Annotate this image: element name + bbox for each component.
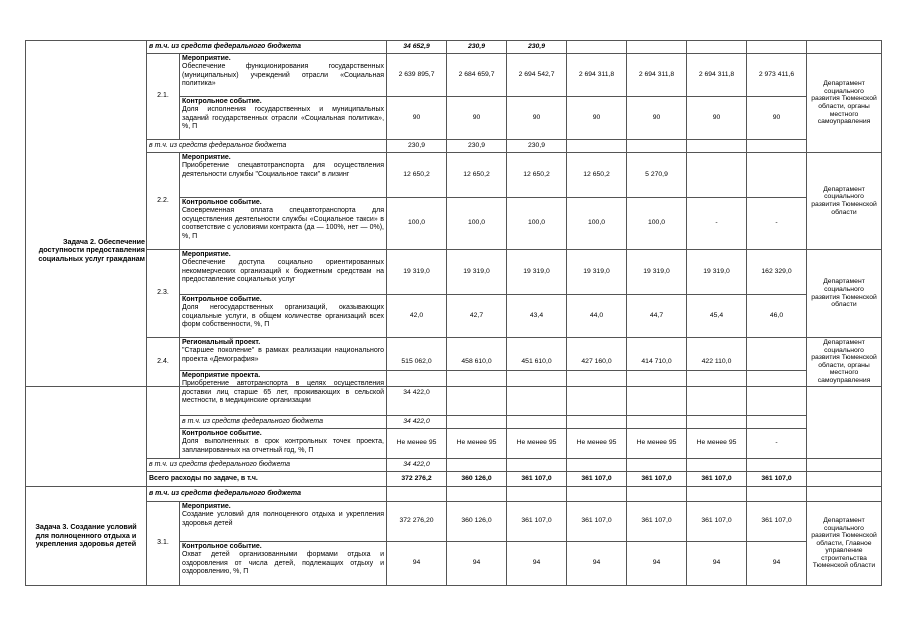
totals-label: Всего расходы по задаче, в т.ч.: [147, 472, 387, 487]
value-cell: 19 319,0: [687, 250, 747, 295]
measure-heading: Мероприятие.: [182, 154, 231, 161]
value-cell: 90: [627, 97, 687, 140]
value-cell: 12 650,2: [447, 153, 507, 198]
value-cell: 19 319,0: [447, 250, 507, 295]
value-cell: 2 694 311,8: [687, 54, 747, 97]
value-cell: 515 062,0: [387, 338, 447, 387]
value-cell: 44,0: [567, 295, 627, 338]
value-cell: 360 126,0: [447, 472, 507, 487]
program-table-continued: [25, 370, 882, 586]
value-cell: 42,0: [387, 295, 447, 338]
value-cell: -: [747, 198, 807, 250]
control-text: Доля исполнения государственных и муниципальных заданий государственных отрасли «Социальная политика», %, П: [182, 106, 385, 131]
value-cell: Не менее 95: [627, 429, 687, 459]
table-row: [26, 250, 882, 295]
value-cell: 230,9: [447, 140, 507, 153]
value-cell: 100,0: [447, 198, 507, 250]
row-label: в т.ч. из средств федерального бюджета: [147, 487, 387, 502]
value-cell: Не менее 95: [567, 429, 627, 459]
value-cell: 162 329,0: [747, 250, 807, 295]
value-cell: 34 422,0: [387, 416, 447, 429]
item-number: 2.3.: [147, 250, 180, 338]
value-cell: 361 107,0: [747, 502, 807, 542]
control-heading: Контрольное событие.: [182, 296, 262, 303]
measure-text: Обеспечение доступа социально ориентированных некоммерческих организаций к бюджетным средствам на предоставление социальных услуг: [182, 259, 385, 284]
table-row: [26, 371, 882, 416]
value-cell: 360 126,0: [447, 502, 507, 542]
regional-text: "Старшее поколение" в рамках реализации национального проекта «Демография»: [182, 347, 385, 363]
value-cell: 44,7: [627, 295, 687, 338]
value-cell: 94: [627, 542, 687, 586]
control-heading: Контрольное событие.: [182, 543, 262, 550]
value-cell: 90: [567, 97, 627, 140]
value-cell: 94: [567, 542, 627, 586]
department-cell: Департамент социального развития Тюменской области: [807, 153, 882, 250]
value-cell: 361 107,0: [687, 472, 747, 487]
value-cell: 372 276,2: [387, 472, 447, 487]
department-cell: Департамент социального развития Тюменской области, органы местного самоуправления: [807, 54, 882, 153]
department-cell-cont: [807, 371, 882, 459]
value-cell: 2 639 895,7: [387, 54, 447, 97]
item-number: 2.2.: [147, 153, 180, 250]
value-cell: 361 107,0: [747, 472, 807, 487]
control-cell: [180, 97, 387, 140]
value-cell: 230,9: [387, 140, 447, 153]
value-cell: 90: [747, 97, 807, 140]
value-cell: 45,4: [687, 295, 747, 338]
value-cell: 5 270,9: [627, 153, 687, 198]
row-label: в т.ч. из средств федерального бюджета: [147, 41, 387, 54]
regional-heading: Региональный проект.: [182, 339, 261, 346]
measure-text: Приобретение автотранспорта в целях осуществления доставки лиц старше 65 лет, проживающих в сельской местности, в медицинские организации: [182, 380, 384, 405]
value-cell: 100,0: [627, 198, 687, 250]
value-cell: 90: [507, 97, 567, 140]
measure-cell: [180, 502, 387, 542]
value-cell: 361 107,0: [627, 502, 687, 542]
value-cell: 230,9: [507, 140, 567, 153]
control-text: Доля выполненных в срок контрольных точек проекта, запланированных на отчетный год, %, П: [182, 438, 384, 454]
value-cell: 90: [447, 97, 507, 140]
value-cell: 100,0: [507, 198, 567, 250]
value-cell: 12 650,2: [387, 153, 447, 198]
value-cell: 34 422,0: [387, 459, 447, 472]
control-text: Охват детей организованными формами отдыха и оздоровления от числа детей, подлежащих отдыху и оздоровлению, %, П: [182, 551, 384, 576]
control-text: Своевременная оплата спецавтотранспорта для осуществления деятельности службы «Социальное такси» в соответствие с условиями контракта (да — 100%, нет — 0%), %, П: [182, 207, 385, 240]
value-cell: 422 110,0: [687, 338, 747, 387]
value-cell: Не менее 95: [687, 429, 747, 459]
control-cell: [180, 542, 387, 586]
value-cell: 94: [387, 542, 447, 586]
control-cell: [180, 429, 387, 459]
measure-text: Создание условий для полноценного отдыха и укрепления здоровья детей: [182, 511, 384, 527]
row-label: в т.ч. из средств федерального бюджета: [180, 416, 387, 429]
value-cell: 361 107,0: [507, 502, 567, 542]
value-cell: -: [747, 429, 807, 459]
value-cell: 2 694 311,8: [567, 54, 627, 97]
measure-heading: Мероприятие проекта.: [182, 372, 261, 379]
task-cell-blank: [26, 41, 147, 387]
item-number: 2.4.: [147, 338, 180, 387]
row-label: в т.ч. из средств федеральног бюджета: [147, 140, 387, 153]
measure-text: Приобретение спецавтотранспорта для осуществления деятельности службы "Социальное такси" в лизинг: [182, 162, 385, 178]
value-cell: 2 684 659,7: [447, 54, 507, 97]
table-row: [26, 41, 882, 54]
program-table: [25, 40, 882, 387]
value-cell: 19 319,0: [507, 250, 567, 295]
value-cell: 12 650,2: [567, 153, 627, 198]
value-cell: 2 973 411,6: [747, 54, 807, 97]
control-cell: [180, 198, 387, 250]
value-cell: 414 710,0: [627, 338, 687, 387]
control-text: Доля негосударственных организаций, оказывающих социальные услуги, в общем количестве организаций всех форм собственности, %, П: [182, 304, 385, 329]
value-cell: [687, 153, 747, 198]
value-cell: 94: [507, 542, 567, 586]
value-cell: 230,9: [447, 41, 507, 54]
value-cell: Не менее 95: [447, 429, 507, 459]
value-cell: 451 610,0: [507, 338, 567, 387]
table-row: [26, 472, 882, 487]
department-cell: Департамент социального развития Тюменской области, органы местного самоуправления: [807, 338, 882, 387]
value-cell: 94: [747, 542, 807, 586]
value-cell: [747, 153, 807, 198]
measure-cell: [180, 54, 387, 97]
value-cell: 100,0: [387, 198, 447, 250]
value-cell: 19 319,0: [627, 250, 687, 295]
value-cell: 372 276,20: [387, 502, 447, 542]
measure-text: Обеспечение функционирования государственных (муниципальных) учреждений отрасли «Социальная политика»: [182, 63, 385, 88]
row-label: в т.ч. из средств федерального бюджета: [147, 459, 387, 472]
table-row: [26, 487, 882, 502]
control-heading: Контрольное событие.: [182, 199, 262, 206]
table-row: [26, 459, 882, 472]
control-heading: Контрольное событие.: [182, 98, 262, 105]
measure-cell: [180, 250, 387, 295]
value-cell: 458 610,0: [447, 338, 507, 387]
value-cell: 94: [447, 542, 507, 586]
measure-heading: Мероприятие.: [182, 503, 231, 510]
value-cell: 427 160,0: [567, 338, 627, 387]
value-cell: -: [687, 198, 747, 250]
table-row: [26, 502, 882, 542]
value-cell: 90: [687, 97, 747, 140]
value-cell: 361 107,0: [567, 472, 627, 487]
value-cell: 2 694 542,7: [507, 54, 567, 97]
item-number: 2.1.: [147, 54, 180, 140]
value-cell: Не менее 95: [507, 429, 567, 459]
value-cell: 43,4: [507, 295, 567, 338]
document-page-continued: [25, 370, 882, 586]
table-row: [26, 54, 882, 97]
value-cell: 361 107,0: [567, 502, 627, 542]
value-cell: 361 107,0: [627, 472, 687, 487]
item-number-cont: [147, 371, 180, 459]
control-heading: Контрольное событие.: [182, 430, 262, 437]
table-row: [26, 140, 882, 153]
value-cell: 230,9: [507, 41, 567, 54]
item-number: 3.1.: [147, 502, 180, 586]
measure-heading: Мероприятие.: [182, 55, 231, 62]
task-cell-blank: [26, 371, 147, 487]
value-cell: 94: [687, 542, 747, 586]
measure-heading: Мероприятие.: [182, 251, 231, 258]
value-cell: 100,0: [567, 198, 627, 250]
table-row: [26, 153, 882, 198]
value-cell: 2 694 311,8: [627, 54, 687, 97]
task-title: Задача 3. Создание условий для полноценного отдыха и укрепления здоровья детей: [26, 487, 147, 586]
task-title: Задача 2. Обеспечение доступности предоставления социальных услуг гражданам: [38, 237, 145, 263]
value-cell: 90: [387, 97, 447, 140]
department-cell: Департамент социального развития Тюменской области: [807, 250, 882, 338]
value-cell: 42,7: [447, 295, 507, 338]
value-cell: 46,0: [747, 295, 807, 338]
value-cell: 19 319,0: [387, 250, 447, 295]
value-cell: 361 107,0: [507, 472, 567, 487]
department-cell: Департамент социального развития Тюменской области, Главное управление строительства Тюменской области: [807, 502, 882, 586]
value-cell: Не менее 95: [387, 429, 447, 459]
measure-cell: [180, 153, 387, 198]
value-cell: 34 652,9: [387, 41, 447, 54]
control-cell: [180, 295, 387, 338]
value-cell: 34 422,0: [387, 371, 447, 416]
value-cell: 19 319,0: [567, 250, 627, 295]
value-cell: 12 650,2: [507, 153, 567, 198]
document-page: [25, 40, 882, 387]
value-cell: 361 107,0: [687, 502, 747, 542]
measure-cell: [180, 371, 387, 416]
